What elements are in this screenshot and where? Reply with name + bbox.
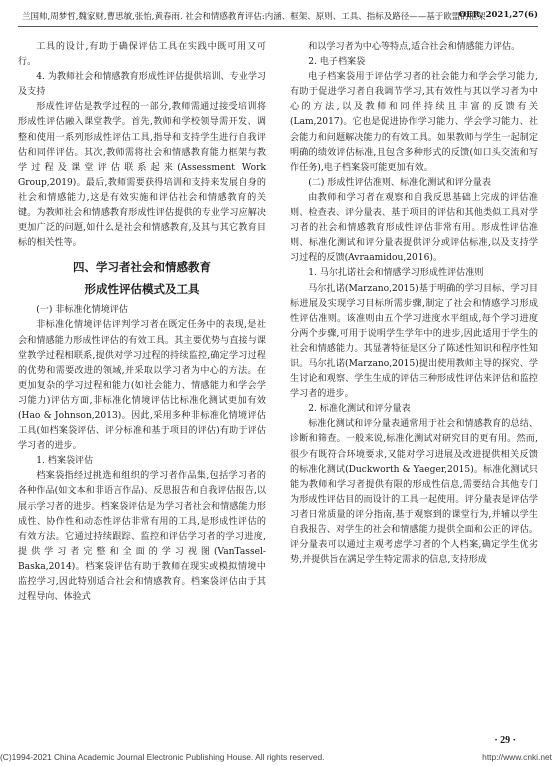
body-paragraph: 非标准化情境评估评判学习者在既定任务中的表现,是社会和情感能力形成性评估的有效工具。其主要优势与直接与课堂教学过程相联系,提供对学习过程的持续监控,确定学习过程的优势和需要改进的领域,并采取以学习者为中心的方法。在更加复杂的学习过程和能力(如社会能力、情感能力和学会学习能力)评估方面,非标准化情境评估比标准化测试更加有效(Hao & Johnson,2013)。因此,采用多种非标准化情境评估工具(如档案袋评估、评分标准和基于项目的评估)有助于评估学习者的进步。 (18, 320, 266, 452)
header-journal: OER. 2021,27(6) (458, 10, 538, 20)
body-paragraph: 档案袋指经过挑选和组织的学习者作品集,包括学习者的各种作品(如文本和非语言作品)、反思报告和自我评估报告,以展示学习者的进步。档案袋评估是为学习者社会和情感能力形成性、协作性和动态性评估非常有用的工具,是形成性评估的有效方法。它通过持续跟踪、监控和评估学习者的学习进度,提供学习者完整和全面的学习视图(VanTassel-Baska,2014)。档案袋评估有助于教师在现实或模拟情境中监控学习,因此特别适合社会和情感教育。档案袋评估由于其过程导向、体验式 (18, 471, 266, 603)
right-column (290, 40, 538, 568)
page-number: · 29 · (494, 735, 516, 746)
body-paragraph: 和以学习者为中心等特点,适合社会和情感能力评估。 (308, 42, 521, 52)
footer (0, 752, 556, 766)
chapter-subtitle: 形成性评估模式及工具 (84, 282, 200, 297)
chapter-title: 四、学习者社会和情感教育 (73, 260, 211, 275)
body-paragraph: 工具的设计,有助于确保评估工具在实践中既可用又可行。 (18, 42, 266, 68)
body-paragraph: 形成性评估是教学过程的一部分,教师需通过接受培训将形成性评估融入课堂教学。首先,教师和学校领导需开发、调整和使用一系列形成性评估工具,指导和支持学生进行自我评估和同伴评估。其次,教师需将社会和情感教育能力框架与教学过程及课堂评估联系起来(Assessment Work Group,2019)。最后,教师需要获得培训和支持来发展自身的社会和情感能力,这是有效实施和评估社会和情感教育的关键。为教师社会和情感教育形成性评估提供的专业学习应解决更加广泛的问题,如什么是社会和情感教育,及其与其它教育目标的相关性等。 (18, 102, 266, 249)
body-paragraph: 由教师和学习者在观察和自我反思基础上完成的评估准则、检查表、评分量表、基于项目的评估和其他类似工具对学习者的社会和情感教育形成性评估非常有用。形成性评估准则、标准化测试和评分量表提供评分或评估标准,以及支持学习过程的反馈(Avraamidou,2016)。 (290, 192, 538, 264)
section-heading: (二) 形成性评估准则、标准化测试和评分量表 (308, 177, 491, 188)
left-column (18, 40, 266, 605)
section-heading: 1. 档案袋评估 (36, 456, 94, 467)
section-heading: 2. 电子档案袋 (308, 57, 366, 68)
section-heading: 1. 马尔扎诺社会和情感学习形成性评估准则 (308, 268, 484, 279)
section-heading: (一) 非标准化情境评估 (36, 305, 129, 316)
running-header (18, 8, 538, 27)
footer-copyright: (C)1994-2021 China Academic Journal Electronic Publishing House. All rights reserved. (0, 752, 325, 762)
header-citation: 兰国帅,周梦哲,魏家财,曹思敏,张怡,黄春雨. 社会和情感教育评估:内涵、框架、原则、工具、指标及路径——基于欧盟的框架 (22, 12, 486, 22)
section-heading: 2. 标准化测试和评分量表 (308, 404, 411, 415)
footer-url[interactable]: http://www.cnki.net (482, 752, 552, 762)
section-heading: 4. 为教师社会和情感教育形成性评估提供培训、专业学习及支持 (18, 72, 267, 98)
body-paragraph: 马尔扎诺(Marzano,2015)基于明确的学习目标、学习目标进展及实现学习目标所需步骤,制定了社会和情感学习形成性评估准则。该准则由五个学习进度水平组成,每个学习进度分两个步骤,可用于说明学生学年中的进步,因此适用于学生的社会和情感能力。其显著特征是区分了陈述性知识和程序性知识。马尔扎诺(Marzano,2015)提出使用教师主导的探究、学生讨论和观察、学生生成的评估三种形成性评估来评估和监控学习者的进步。 (290, 283, 538, 400)
body-paragraph: 标准化测试和评分量表通常用于社会和情感教育的总结、诊断和筛查。一般来说,标准化测试对研究目的更有用。然而,很少有既符合环境要求,又能对学习进展及改进提供相关反馈的标准化测试(Duckworth & Yaeger,2015)。标准化测试只能为教师和学习者提供有限的形成性信息,需要结合其他专门为形成性评估目的而设计的工具一起使用。评分量表是评估学习者日常质量的评分指南,基于观察到的课堂行为,并辅以学生自我报告、对学生的社会和情感能力提供全面和公正的评估。评分量表可以通过主观考虑学习者的个人档案,确定学生优劣势,并提供旨在满足学生特定需求的信息,支持形成 (290, 419, 538, 566)
body-paragraph: 电子档案袋用于评估学习者的社会能力和学会学习能力,有助于促进学习者自我调节学习,其有效性与其以学习者为中心的方法,以及教师和同伴持续且丰富的反馈有关(Lam,2017)。它也是促进协作学习能力、学会学习能力、社会能力和问题解决能力的有效工具。如果教师与学生一起制定明确的绩效评估标准,且包含多种形式的反馈(如口头交流和写作任务),电子档案袋可能更加有效。 (290, 72, 538, 173)
